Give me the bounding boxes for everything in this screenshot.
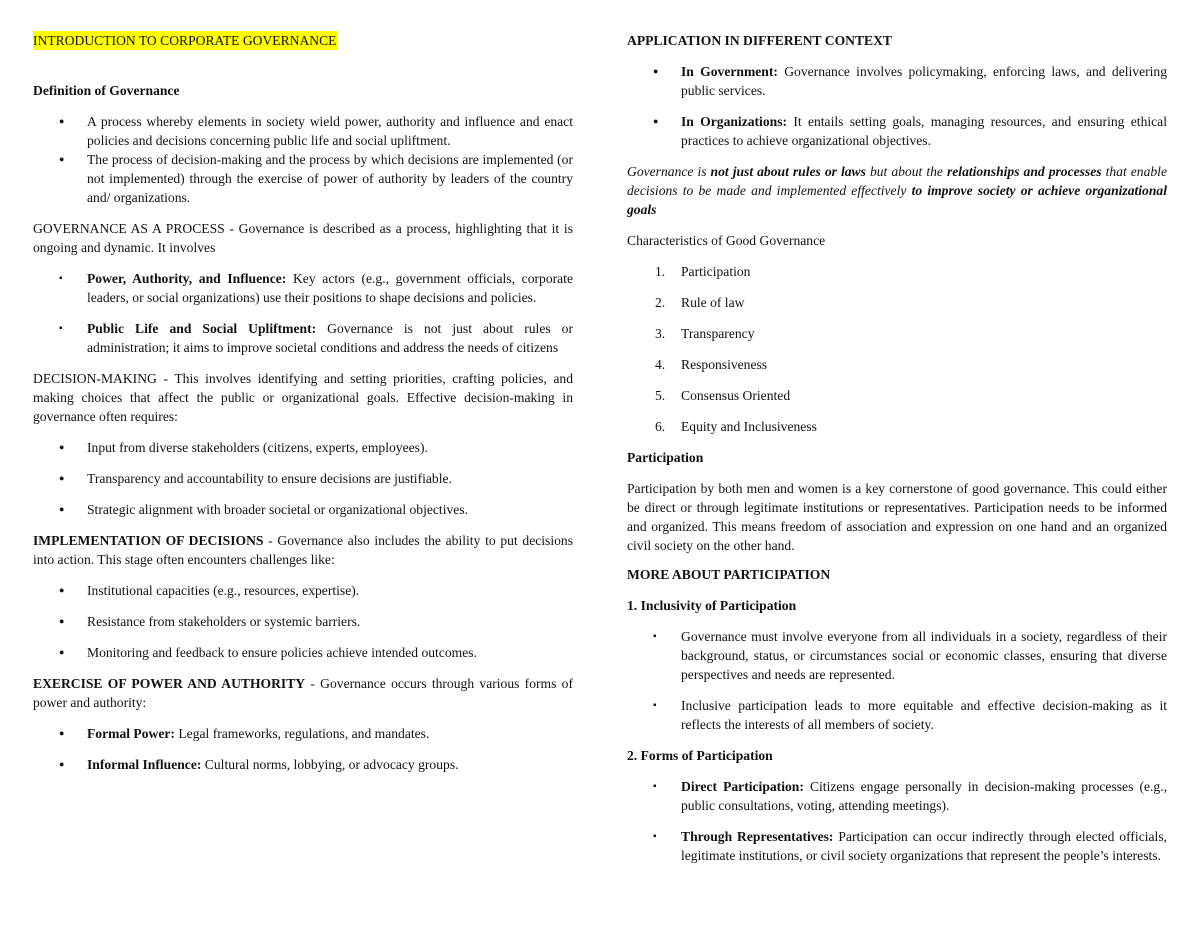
participation-paragraph: Participation by both men and women is a key cornerstone of good governance. This could either be direct or through legitimate institutions or representatives. Participation needs to be informed and organized. This means freedom of association and expression on one hand and an organized civil society on the other hand. <box>627 481 1167 553</box>
list-item: ● Resistance from stakeholders or systemic barriers. <box>33 612 573 631</box>
characteristics-heading: Characteristics of Good Governance <box>627 233 826 248</box>
list-item: ▪ Public Life and Social Upliftment: Governance is not just about rules or administration; it aims to improve societal conditions and address the needs of citizens <box>33 319 573 357</box>
forms-heading: 2. Forms of Participation <box>627 748 773 763</box>
list-item: 2. Rule of law <box>655 295 745 310</box>
list-item: ▪ Through Representatives: Participation can occur indirectly through elected officials, legitimate institutions, or civil society organizations that represent the people’s interests. <box>627 827 1167 865</box>
list-item: 3. Transparency <box>655 326 755 341</box>
list-item: ▪ Governance must involve everyone from all individuals in a society, regardless of their background, status, or circumstances social or economic classes, ensuring that diverse perspectives and needs are represented. <box>627 627 1167 684</box>
power-paragraph: EXERCISE OF POWER AND AUTHORITY - Governance occurs through various forms of power and authority: <box>33 676 573 710</box>
inclusivity-heading: 1. Inclusivity of Participation <box>627 598 797 613</box>
left-column <box>33 31 573 774</box>
process-list <box>33 269 573 357</box>
list-item: ● Transparency and accountability to ensure decisions are justifiable. <box>33 469 573 488</box>
list-item: ● The process of decision-making and the process by which decisions are implemented (or not implemented) through the exercise of power of authority by leaders of the country and/ organizations. <box>33 150 573 207</box>
list-item: ● Strategic alignment with broader societal or organizational objectives. <box>33 500 573 519</box>
application-heading: APPLICATION IN DIFFERENT CONTEXT <box>627 33 892 48</box>
governance-summary: Governance is not just about rules or laws but about the relationships and processes that enable decisions to be made and implemented effectively to improve society or achieve organizational goals <box>627 164 1167 217</box>
list-item: ● Input from diverse stakeholders (citizens, experts, employees). <box>33 438 573 457</box>
list-item: ● In Government: Governance involves policymaking, enforcing laws, and delivering public services. <box>627 62 1167 100</box>
list-item: ▪ Direct Participation: Citizens engage personally in decision-making processes (e.g., public consultations, voting, attending meetings). <box>627 777 1167 815</box>
decision-list <box>33 438 573 519</box>
list-item: ● In Organizations: It entails setting goals, managing resources, and ensuring ethical practices to achieve organizational objectives. <box>627 112 1167 150</box>
inclusivity-list <box>627 627 1167 734</box>
right-column <box>627 31 1167 865</box>
list-item: 1. Participation <box>655 264 751 279</box>
characteristics-list <box>627 262 1167 436</box>
list-item: ● Informal Influence: Cultural norms, lobbying, or advocacy groups. <box>33 755 573 774</box>
application-list <box>627 62 1167 150</box>
document-title: INTRODUCTION TO CORPORATE GOVERNANCE <box>33 33 337 48</box>
power-list <box>33 724 573 774</box>
list-item: ▪ Inclusive participation leads to more equitable and effective decision-making as it reflects the interests of all members of society. <box>627 696 1167 734</box>
more-heading: MORE ABOUT PARTICIPATION <box>627 567 831 582</box>
process-intro: GOVERNANCE AS A PROCESS - Governance is described as a process, highlighting that it is ongoing and dynamic. It involves <box>33 221 573 255</box>
implementation-paragraph: IMPLEMENTATION OF DECISIONS - Governance also includes the ability to put decisions into action. This stage often encounters challenges like: <box>33 533 573 567</box>
definition-heading: Definition of Governance <box>33 83 180 98</box>
list-item: 4. Responsiveness <box>655 357 768 372</box>
list-item: 5. Consensus Oriented <box>655 388 791 403</box>
participation-heading: Participation <box>627 450 704 465</box>
forms-list <box>627 777 1167 865</box>
decision-intro: DECISION-MAKING - This involves identifying and setting priorities, crafting policies, and making choices that affect the public or organizational goals. Effective decision-making in governance often requires: <box>33 371 573 424</box>
list-item: ▪ Power, Authority, and Influence: Key actors (e.g., government officials, corporate leaders, or social organizations) use their positions to shape decisions and policies. <box>33 269 573 307</box>
definition-list <box>33 112 573 207</box>
list-item: ● Institutional capacities (e.g., resources, expertise). <box>33 581 573 600</box>
list-item: ● A process whereby elements in society wield power, authority and influence and enact policies and decisions concerning public life and social upliftment. <box>33 112 573 150</box>
list-item: 6. Equity and Inclusiveness <box>655 419 817 434</box>
implementation-list <box>33 581 573 662</box>
list-item: ● Monitoring and feedback to ensure policies achieve intended outcomes. <box>33 643 573 662</box>
list-item: ● Formal Power: Legal frameworks, regulations, and mandates. <box>33 724 573 743</box>
